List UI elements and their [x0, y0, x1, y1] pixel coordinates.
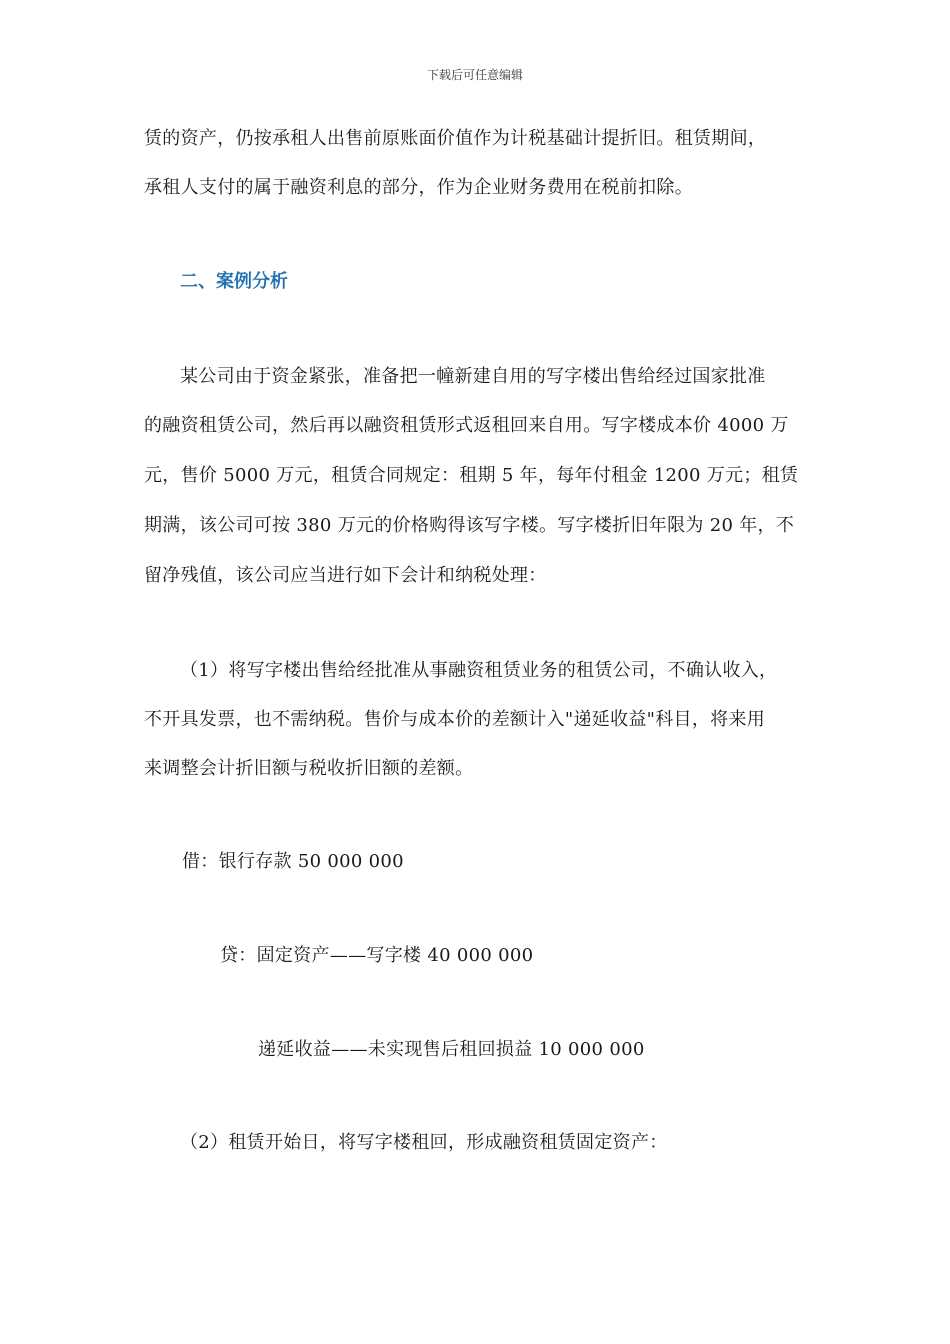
step1-line-3: 来调整会计折旧额与税收折旧额的差额。: [144, 758, 474, 779]
page-header: 下载后可任意编辑: [426, 68, 523, 82]
case-line-5: 留净残值，该公司应当进行如下会计和纳税处理：: [144, 565, 547, 586]
entry-credit-fixed-asset: 贷：固定资产——写字楼 40 000 000: [220, 945, 534, 966]
case-line-4: 期满，该公司可按 380 万元的价格购得该写字楼。写字楼折旧年限为 20 年，不: [144, 515, 795, 536]
step1-line-2: 不开具发票，也不需纳税。售价与成本价的差额计入"递延收益"科目，将来用: [144, 709, 766, 730]
case-line-2: 的融资租赁公司，然后再以融资租赁形式返租回来自用。写字楼成本价 4000 万: [144, 415, 789, 436]
entry-credit-deferred-income: 递延收益——未实现售后租回损益 10 000 000: [258, 1039, 645, 1060]
case-line-1: 某公司由于资金紧张，准备把一幢新建自用的写字楼出售给经过国家批准: [180, 366, 766, 387]
entry-debit: 借：银行存款 50 000 000: [182, 851, 404, 872]
section-heading: 二、案例分析: [180, 271, 288, 292]
step1-line-1: （1）将写字楼出售给经批准从事融资租赁业务的租赁公司，不确认收入，: [180, 660, 778, 681]
step2-line-1: （2）租赁开始日，将写字楼租回，形成融资租赁固定资产：: [180, 1132, 668, 1153]
intro-line-2: 承租人支付的属于融资利息的部分，作为企业财务费用在税前扣除。: [144, 177, 693, 198]
case-line-3: 元，售价 5000 万元，租赁合同规定：租期 5 年，每年付租金 1200 万元；租赁: [144, 465, 799, 486]
intro-line-1: 赁的资产，仍按承租人出售前原账面价值作为计税基础计提折旧。租赁期间，: [144, 128, 767, 149]
